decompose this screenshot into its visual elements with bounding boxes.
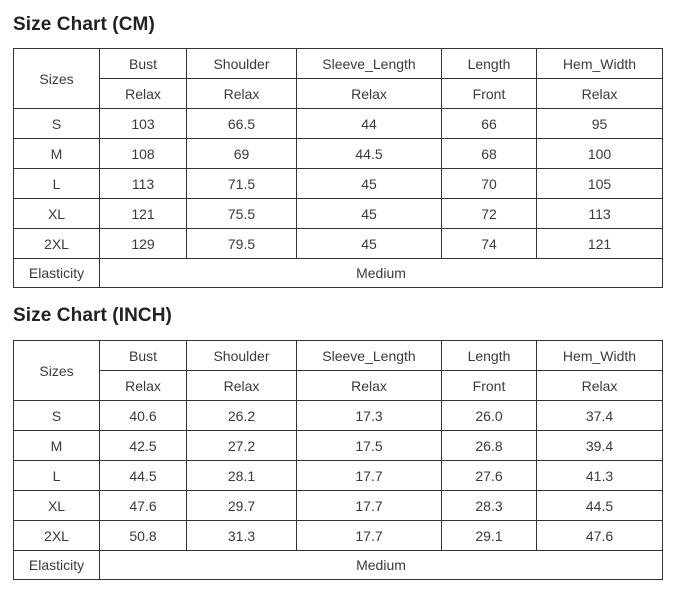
header-row <box>14 49 663 79</box>
elasticity-row <box>14 259 663 288</box>
elasticity-value: Medium <box>100 259 663 288</box>
hem-width-header: Hem_Width <box>537 49 663 79</box>
length-cell: 70 <box>442 169 537 199</box>
length-subheader: Front <box>442 79 537 109</box>
bust-subheader: Relax <box>100 79 187 109</box>
table-row <box>14 139 663 169</box>
size-cell: 2XL <box>14 229 100 259</box>
hem-width-cell: 95 <box>537 109 663 139</box>
shoulder-header: Shoulder <box>187 49 297 79</box>
shoulder-subheader: Relax <box>187 79 297 109</box>
shoulder-cell: 71.5 <box>187 169 297 199</box>
size-chart-cm-table <box>13 48 663 288</box>
bust-cell: 40.6 <box>100 401 187 431</box>
size-chart-inch-title: Size Chart (INCH) <box>13 305 172 326</box>
size-cell: L <box>14 461 100 491</box>
length-cell: 74 <box>442 229 537 259</box>
table-row <box>14 401 663 431</box>
hem-width-subheader: Relax <box>537 371 663 401</box>
hem-width-cell: 37.4 <box>537 401 663 431</box>
sleeve-length-header: Sleeve_Length <box>297 341 442 371</box>
shoulder-cell: 28.1 <box>187 461 297 491</box>
table-row <box>14 109 663 139</box>
bust-cell: 44.5 <box>100 461 187 491</box>
hem-width-cell: 39.4 <box>537 431 663 461</box>
sleeve-length-subheader: Relax <box>297 371 442 401</box>
hem-width-cell: 113 <box>537 199 663 229</box>
hem-width-header: Hem_Width <box>537 341 663 371</box>
elasticity-value: Medium <box>100 551 663 580</box>
hem-width-cell: 47.6 <box>537 521 663 551</box>
header-row <box>14 341 663 371</box>
shoulder-cell: 31.3 <box>187 521 297 551</box>
bust-cell: 121 <box>100 199 187 229</box>
hem-width-subheader: Relax <box>537 79 663 109</box>
shoulder-subheader: Relax <box>187 371 297 401</box>
sleeve-length-cell: 17.7 <box>297 461 442 491</box>
bust-cell: 42.5 <box>100 431 187 461</box>
length-cell: 68 <box>442 139 537 169</box>
length-cell: 26.0 <box>442 401 537 431</box>
bust-cell: 47.6 <box>100 491 187 521</box>
size-cell: S <box>14 109 100 139</box>
subheader-row <box>14 79 663 109</box>
elasticity-row <box>14 551 663 580</box>
sizes-header: Sizes <box>14 49 100 109</box>
table-row <box>14 199 663 229</box>
length-cell: 29.1 <box>442 521 537 551</box>
table-row <box>14 431 663 461</box>
sleeve-length-cell: 17.3 <box>297 401 442 431</box>
shoulder-cell: 66.5 <box>187 109 297 139</box>
shoulder-cell: 26.2 <box>187 401 297 431</box>
bust-header: Bust <box>100 341 187 371</box>
bust-cell: 50.8 <box>100 521 187 551</box>
hem-width-cell: 100 <box>537 139 663 169</box>
bust-cell: 108 <box>100 139 187 169</box>
sleeve-length-cell: 45 <box>297 199 442 229</box>
elasticity-label: Elasticity <box>14 551 100 580</box>
hem-width-cell: 44.5 <box>537 491 663 521</box>
sleeve-length-cell: 44.5 <box>297 139 442 169</box>
size-cell: L <box>14 169 100 199</box>
shoulder-header: Shoulder <box>187 341 297 371</box>
bust-header: Bust <box>100 49 187 79</box>
bust-cell: 129 <box>100 229 187 259</box>
table-row <box>14 169 663 199</box>
sleeve-length-cell: 45 <box>297 169 442 199</box>
table-row <box>14 521 663 551</box>
length-cell: 72 <box>442 199 537 229</box>
length-header: Length <box>442 341 537 371</box>
hem-width-cell: 41.3 <box>537 461 663 491</box>
bust-cell: 103 <box>100 109 187 139</box>
size-cell: M <box>14 139 100 169</box>
size-cell: 2XL <box>14 521 100 551</box>
table-row <box>14 229 663 259</box>
sleeve-length-cell: 45 <box>297 229 442 259</box>
sleeve-length-cell: 17.7 <box>297 491 442 521</box>
length-cell: 26.8 <box>442 431 537 461</box>
elasticity-label: Elasticity <box>14 259 100 288</box>
shoulder-cell: 29.7 <box>187 491 297 521</box>
length-cell: 28.3 <box>442 491 537 521</box>
hem-width-cell: 121 <box>537 229 663 259</box>
sleeve-length-header: Sleeve_Length <box>297 49 442 79</box>
sizes-header: Sizes <box>14 341 100 401</box>
size-chart-inch-table <box>13 340 663 580</box>
sleeve-length-cell: 17.5 <box>297 431 442 461</box>
size-cell: XL <box>14 491 100 521</box>
size-cell: S <box>14 401 100 431</box>
shoulder-cell: 69 <box>187 139 297 169</box>
table-row <box>14 461 663 491</box>
length-subheader: Front <box>442 371 537 401</box>
bust-cell: 113 <box>100 169 187 199</box>
length-header: Length <box>442 49 537 79</box>
size-cell: XL <box>14 199 100 229</box>
subheader-row <box>14 371 663 401</box>
table-row <box>14 491 663 521</box>
sleeve-length-cell: 17.7 <box>297 521 442 551</box>
length-cell: 27.6 <box>442 461 537 491</box>
bust-subheader: Relax <box>100 371 187 401</box>
size-rows <box>14 401 663 551</box>
size-rows <box>14 109 663 259</box>
hem-width-cell: 105 <box>537 169 663 199</box>
shoulder-cell: 75.5 <box>187 199 297 229</box>
shoulder-cell: 27.2 <box>187 431 297 461</box>
shoulder-cell: 79.5 <box>187 229 297 259</box>
sleeve-length-subheader: Relax <box>297 79 442 109</box>
sleeve-length-cell: 44 <box>297 109 442 139</box>
length-cell: 66 <box>442 109 537 139</box>
size-chart-cm-title: Size Chart (CM) <box>13 14 155 35</box>
size-cell: M <box>14 431 100 461</box>
